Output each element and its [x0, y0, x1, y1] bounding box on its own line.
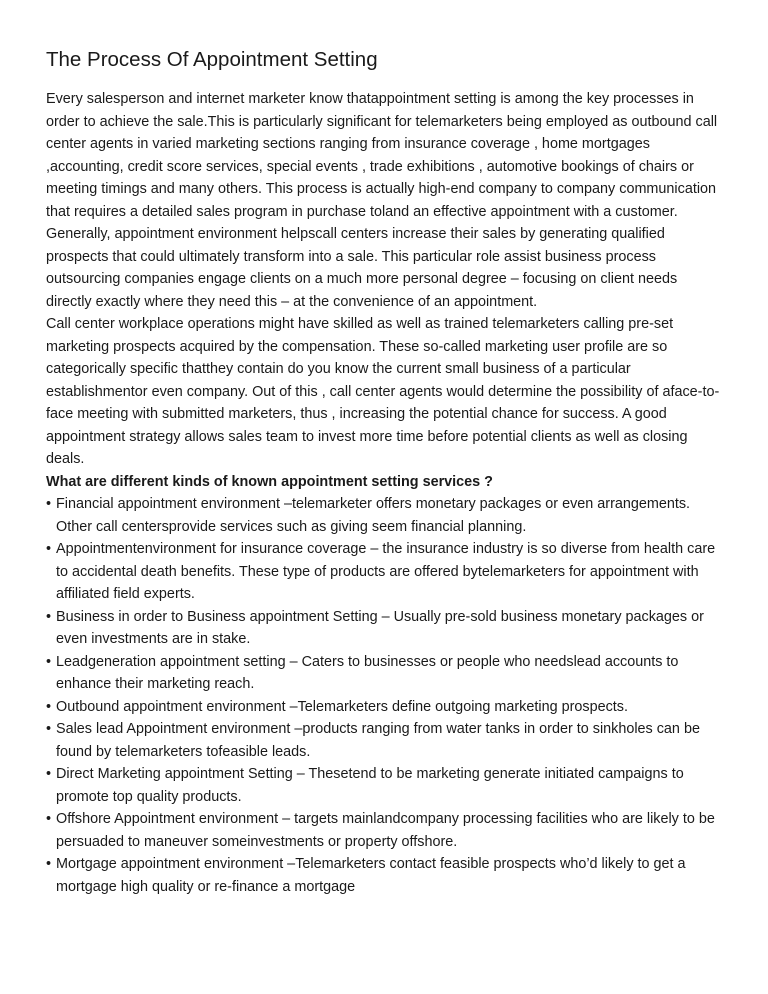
list-item-text: Direct Marketing appointment Setting – Thesetend to be marketing generate initiated campaigns to promote top quality products.	[56, 766, 684, 805]
list-item	[46, 493, 726, 538]
bullet-icon: •	[46, 496, 52, 512]
list-item	[46, 853, 726, 898]
list-item	[46, 718, 726, 763]
paragraph-intro: Every salesperson and internet marketer know thatappointment setting is among the key processes in order to achieve the sale.This is particularly significant for telemarketers being employed as outbound call center agents in varied marketing sections ranging from insurance coverage , home mortgages ,accounting, credit score services, special events , trade exhibitions , automotive bookings of chairs or meeting timings and many others. This process is actually high-end company to company communication that requires a detailed sales program in purchase toland an effective appointment with a customer.	[46, 91, 718, 220]
list-item	[46, 808, 726, 853]
document-title: The Process Of Appointment Setting	[46, 48, 378, 71]
bullet-icon: •	[46, 653, 52, 670]
list-item-text: Business in order to Business appointment Setting – Usually pre-sold business monetary packages or even investments are in stake.	[56, 608, 704, 647]
list-item-text: Leadgeneration appointment setting – Caters to businesses or people who needslead accounts to enhance their marketing reach.	[56, 653, 679, 692]
list-item-text: Sales lead Appointment environment –products ranging from water tanks in order to sinkholes can be found by telemarketers tofeasible leads.	[56, 721, 700, 760]
bullet-icon: •	[46, 698, 52, 715]
bullet-icon: •	[46, 811, 52, 827]
list-item	[46, 538, 726, 606]
paragraph-operations: Call center workplace operations might have skilled as well as trained telemarketers calling pre-set marketing prospects acquired by the compensation. These so-called marketing user profile are so categorically specific thatthey contain do you know the current small business of a particular establishmentor even company. Out of this , call center agents would determine the possibility of aface-to-face meeting with submitted marketers, thus , increasing the potential chance for success. A good appointment strategy allows sales team to invest more time before potential clients as well as closing deals.	[46, 316, 720, 467]
document-page	[46, 46, 726, 898]
bullet-icon: •	[46, 608, 52, 625]
bullet-icon: •	[46, 541, 52, 557]
bullet-icon: •	[46, 856, 52, 872]
list-item	[46, 651, 726, 696]
list-item	[46, 763, 726, 808]
list-item	[46, 606, 726, 651]
services-list	[46, 493, 726, 898]
paragraph-benefits: Generally, appointment environment helpscall centers increase their sales by generating qualified prospects that could ultimately transform into a sale. This particular role assist business process outsourcing companies engage clients on a much more personal degree – focusing on client needs directly exactly where they need this – at the convenience of an appointment.	[46, 226, 678, 310]
list-item-text: Financial appointment environment –telemarketer offers monetary packages or even arrangements. Other call centersprovide services such as giving seem financial planning.	[56, 496, 691, 535]
section-subheading: What are different kinds of known appointment setting services ?	[46, 473, 493, 490]
bullet-icon: •	[46, 721, 52, 737]
list-item-text: Mortgage appointment environment –Telemarketers contact feasible prospects who’d likely to get a mortgage high quality or re-finance a mortgage	[56, 856, 686, 895]
list-item	[46, 696, 726, 719]
list-item-text: Outbound appointment environment –Telemarketers define outgoing marketing prospects.	[56, 698, 628, 715]
list-item-text: Appointmentenvironment for insurance coverage – the insurance industry is so diverse from health care to accidental death benefits. These type of products are offered bytelemarketers for appointment with affiliated field experts.	[56, 541, 716, 602]
list-item-text: Offshore Appointment environment – targets mainlandcompany processing facilities who are likely to be persuaded to maneuver someinvestments or property offshore.	[56, 811, 715, 850]
bullet-icon: •	[46, 766, 52, 782]
